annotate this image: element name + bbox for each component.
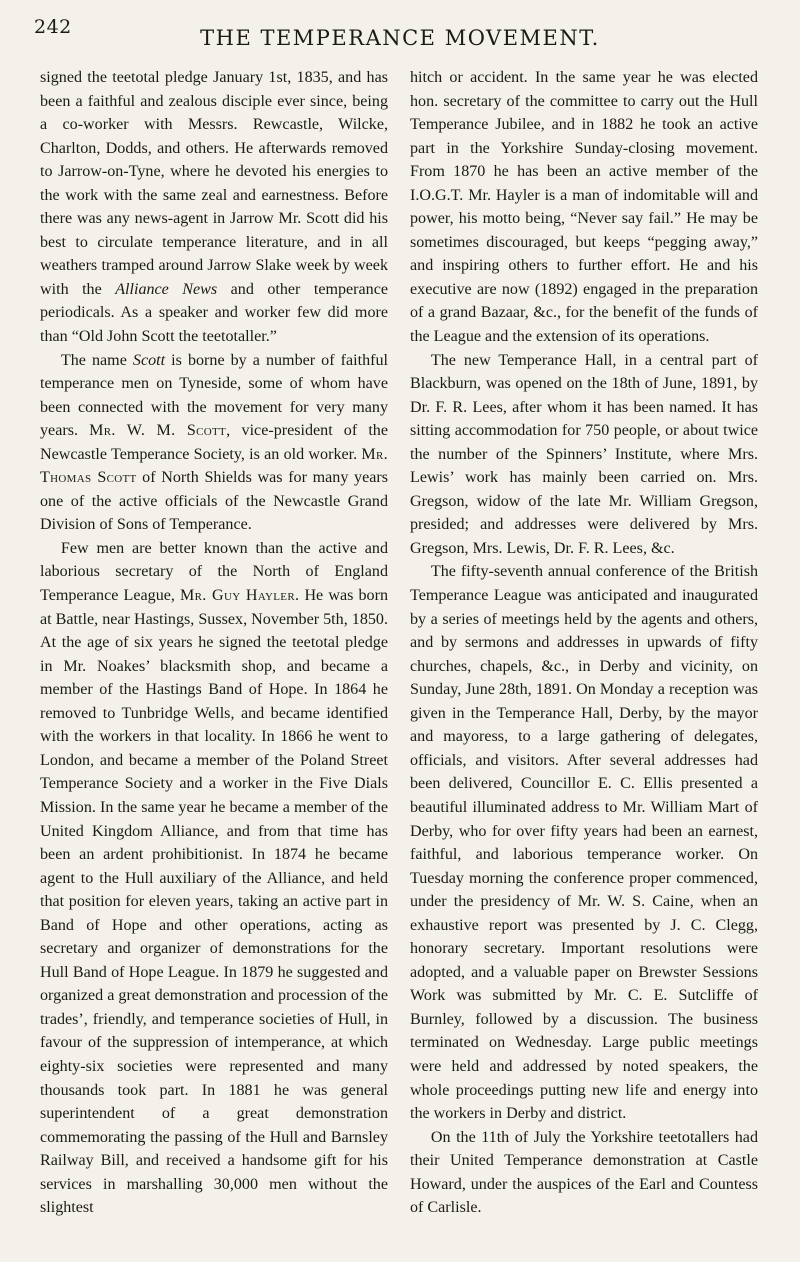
alliance-news-title: Alliance News — [115, 280, 218, 298]
text: Few men are better known than the active and laborious secretary of the North of England Temperance League, — [40, 539, 388, 605]
text: and other temperance periodicals. As a speaker and worker few did more than “Old John Scott the teetotaller.” — [40, 280, 389, 346]
paragraph-scott-cont — [40, 66, 388, 349]
text: of North Shields was for many years one of the active officials of the Newcastle Grand Division of Sons of Temperance. — [40, 469, 388, 534]
paragraph-scott-family — [40, 349, 388, 537]
name-w-m-scott: Mr. W. M. Scott, — [89, 422, 231, 440]
text: is borne by a number of faithful temperance men on Tyneside, some of whom have been connected with the movement for very many years. — [40, 351, 388, 440]
right-column — [410, 66, 758, 1220]
page-number: 242 — [34, 16, 72, 38]
running-head: THE TEMPERANCE MOVEMENT. — [200, 26, 600, 50]
paragraph-hayler-cont: hitch or accident. In the same year he was elected hon. secretary of the committee to carry out the Hull Temperance Jubilee, and in 1882 he took an active part in the Yorkshire Sunday-closing movement. From 1870 he has been an active member of the I.O.G.T. Mr. Hayler is a man of indomitable will and power, his motto being, “Never say fail.” He may be sometimes discouraged, but keeps “pegging away,” and inspiring others to further effort. He and his executive are now (1892) engaged in the preparation of a grand Bazaar, &c., for the benefit of the funds of the League and the extension of its operations. — [410, 69, 758, 346]
text: He was born at Battle, near Hastings, Sussex, November 5th, 1850. At the age of six years he signed the teetotal pledge in Mr. Noakes’ blacksmith shop, and became a member of the Hastings Band of Hope. In 1864 he removed to Tunbridge Wells, and became identified with the workers in that locality. In 1866 he went to London, and became a member of the Poland Street Temperance Society and a worker in the Five Dials Mission. In the same year he became a member of the United Kingdom Alliance, and from that time has been an ardent prohibitionist. In 1874 he became agent to the Hull auxiliary of the Alliance, and held that position for eleven years, taking an active part in Band of Hope and other operations, acting as secretary and organizer of demonstrations for the Hull Band of Hope League. In 1879 he suggested and organized a great demonstration and procession of the trades’, friendly, and temperance societies of Hull, in favour of the suppression of intemperance, at which eighty-six societies were represented and many thousands took part. In 1881 he was general superintendent of a great demonstration commemorating the passing of the Hull and Barnsley Railway Bill, and received a handsome gift for his services in marshalling 30,000 men without the slightest — [40, 587, 388, 1217]
text: signed the teetotal pledge January 1st, 1835, and has been a faithful and zealous disciple ever since, being a co-worker with Messrs. Rewcastle, Wilcke, Charlton, Dodds, and others. He afterwards removed to Jarrow-on-Tyne, where he devoted his energies to the work with the same zeal and earnestness. Before there was any news-agent in Jarrow Mr. Scott did his best to circulate temperance literature, and in all weathers tramped around Jarrow Slake week by week with the — [40, 69, 388, 298]
left-column — [40, 66, 388, 1220]
paragraph-derby-conference: The fifty-seventh annual conference of the British Temperance League was anticipated and inaugurated by a series of meetings held by the agents and others, and by sermons and addresses in upwards of fifty churches, chapels, &c., in Derby and vicinity, on Sunday, June 28th, 1891. On Monday a reception was given in the Temperance Hall, Derby, by the mayor and mayoress, to a large gathering of delegates, officials, and visitors. After several addresses had been delivered, Councillor E. C. Ellis presented a beautiful illuminated address to Mr. William Mart of Derby, who for over fifty years had been an earnest, faithful, and laborious temperance worker. On Tuesday morning the conference proper commenced, under the presidency of Mr. W. S. Caine, when an exhaustive report was presented by J. C. Clegg, honorary secretary. Important resolutions were adopted, and a valuable paper on Brewster Sessions Work was submitted by Mr. C. E. Sutcliffe of Burnley, followed by a discussion. The business terminated on Wednesday. Large public meetings were held and addressed by noted speakers, the whole proceedings putting new life and energy into the workers in Derby and district. — [410, 563, 758, 1123]
paragraph-blackburn-hall: The new Temperance Hall, in a central part of Blackburn, was opened on the 18th of June, 1891, by Dr. F. R. Lees, after whom it has been named. It has sitting accommodation for 750 people, or about twice the number of the Spinners’ Institute, where Mrs. Lewis’ work has mainly been carried on. Mrs. Gregson, widow of the late Mr. William Gregson, presided; and addresses were delivered by Mrs. Gregson, Mrs. Lewis, Dr. F. R. Lees, &c. — [410, 351, 758, 557]
paragraph-hayler — [40, 537, 388, 1220]
text: The name — [60, 351, 127, 369]
name-guy-hayler: Mr. Guy Hayler. — [180, 587, 300, 605]
paragraph-yorkshire-demonstration: On the 11th of July the Yorkshire teetotallers had their United Temperance demonstration at Castle Howard, under the auspices of the Earl and Countess of Carlisle. — [410, 1128, 758, 1217]
name-thomas-scott: Mr. Thomas Scott — [40, 445, 388, 487]
scott-italic: Scott — [132, 351, 166, 369]
text: vice-president of the Newcastle Temperance Society, is an old worker. — [40, 422, 388, 463]
